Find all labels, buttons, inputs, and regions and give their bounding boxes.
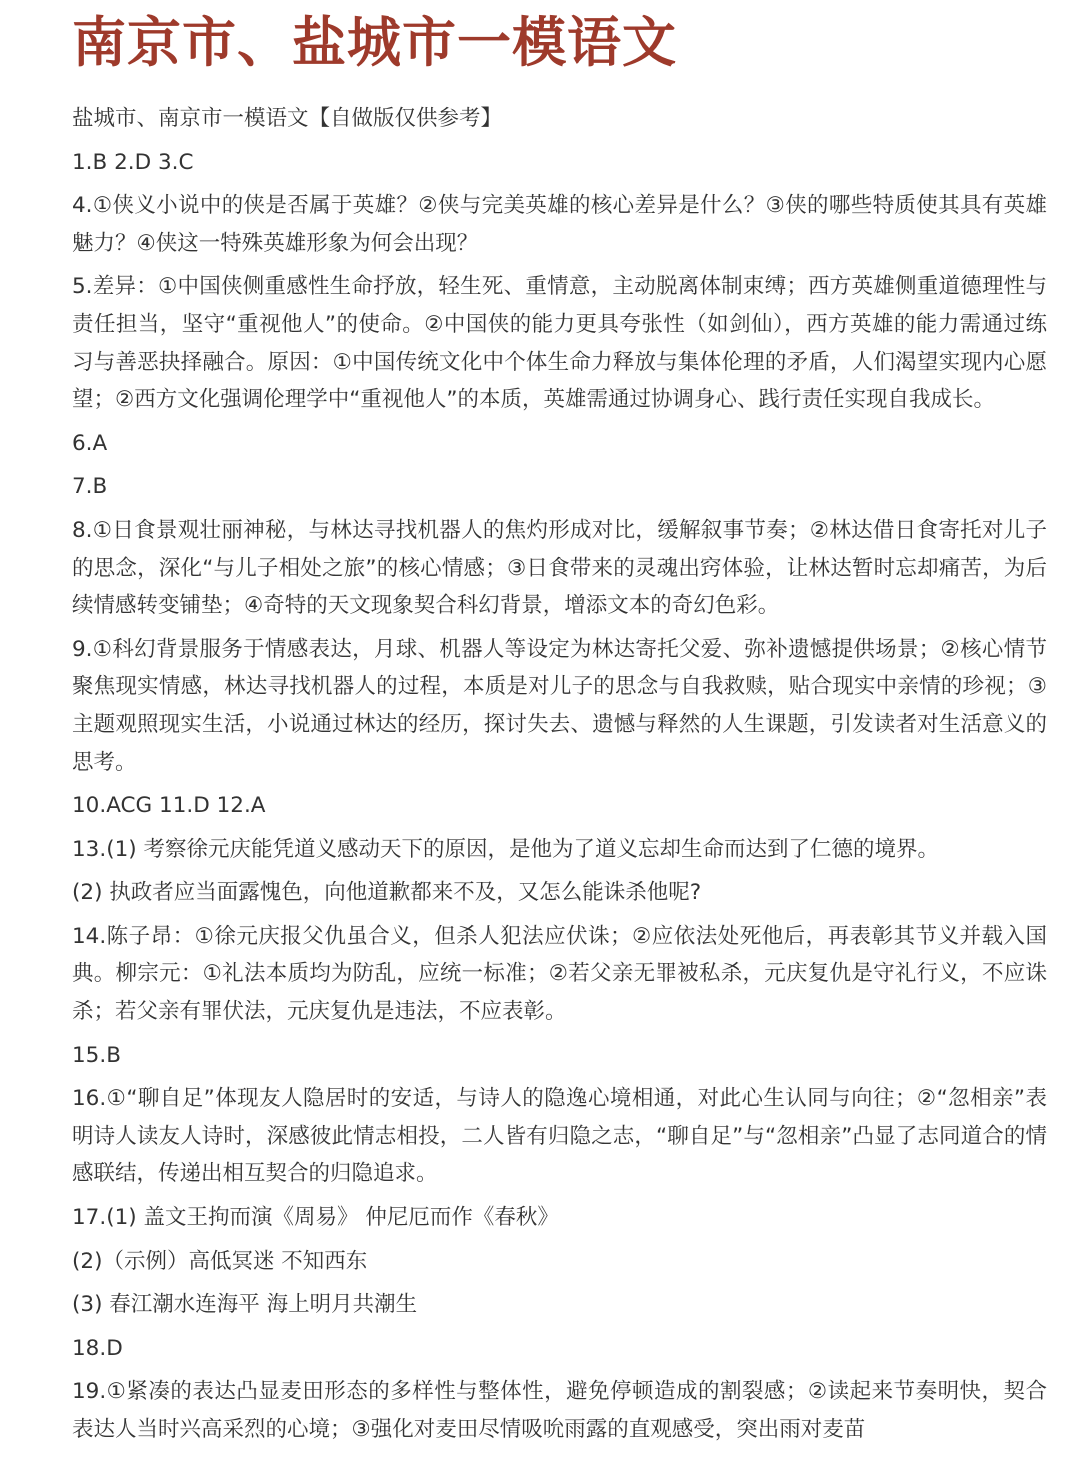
answer-6: 6.A bbox=[72, 430, 108, 456]
answer-16: 16.①“聊自足”体现友人隐居时的安适，与诗人的隐逸心境相通，对此心生认同与向往；②“忽相亲”表明诗人读友人诗时，深感彼此情志相投，二人皆有归隐之志，“聊自足”与“忽相亲”凸显了志同道合的情感联结，传递出相互契合的归隐追求。 bbox=[72, 1086, 1047, 1187]
document-body bbox=[72, 100, 1047, 1455]
answer-10-12: 10.ACG 11.D 12.A bbox=[72, 793, 266, 819]
answer-18: 18.D bbox=[72, 1335, 123, 1361]
answer-9: 9.①科幻背景服务于情感表达，月球、机器人等设定为林达寄托父爱、弥补遗憾提供场景；②核心情节聚焦现实情感，林达寻找机器人的过程，本质是对儿子的思念与自我救赎，贴合现实中亲情的珍视；③主题观照现实生活，小说通过林达的经历，探讨失去、遗憾与释然的人生课题，引发读者对生活意义的思考。 bbox=[72, 636, 1047, 775]
subtitle-line: 盐城市、南京市一模语文【自做版仅供参考】 bbox=[72, 106, 503, 131]
answer-19: 19.①紧凑的表达凸显麦田形态的多样性与整体性，避免停顿造成的割裂感；②读起来节奏明快，契合表达人当时兴高采烈的心境；③强化对麦田尽情吸吮雨露的直观感受，突出雨对麦苗 bbox=[72, 1379, 1047, 1442]
answer-1-3: 1.B 2.D 3.C bbox=[72, 149, 194, 175]
answer-14: 14.陈子昂：①徐元庆报父仇虽合义，但杀人犯法应伏诛；②应依法处死他后，再表彰其节义并载入国典。柳宗元：①礼法本质均为防乱，应统一标准；②若父亲无罪被私杀，元庆复仇是守礼行义，不应诛杀；若父亲有罪伏法，元庆复仇是违法，不应表彰。 bbox=[72, 923, 1047, 1025]
answer-17-2: (2)（示例）高低冥迷 不知西东 bbox=[72, 1248, 368, 1274]
answer-17-1: 17.(1) 盖文王拘而演《周易》 仲尼厄而作《春秋》 bbox=[72, 1205, 559, 1231]
answer-13-1: 13.(1) 考察徐元庆能凭道义感动天下的原因，是他为了道义忘却生命而达到了仁德的境界。 bbox=[72, 836, 939, 862]
document-title: 南京市、盐城市一模语文 bbox=[72, 11, 677, 74]
answer-8: 8.①日食景观壮丽神秘，与林达寻找机器人的焦灼形成对比，缓解叙事节奏；②林达借日食寄托对儿子的思念，深化“与儿子相处之旅”的核心情感；③日食带来的灵魂出窍体验，让林达暂时忘却痛苦，为后续情感转变铺垫；④奇特的天文现象契合科幻背景，增添文本的奇幻色彩。 bbox=[72, 517, 1047, 619]
answer-5: 5.差异：①中国侠侧重感性生命抒放，轻生死、重情意，主动脱离体制束缚；西方英雄侧重道德理性与责任担当，坚守“重视他人”的使命。②中国侠的能力更具夸张性（如剑仙），西方英雄的能力需通过练习与善恶抉择融合。原因：①中国传统文化中个体生命力释放与集体伦理的矛盾，人们渴望实现内心愿望；②西方文化强调伦理学中“重视他人”的本质，英雄需通过协调身心、践行责任实现自我成长。 bbox=[72, 274, 1047, 413]
answer-15: 15.B bbox=[72, 1042, 121, 1068]
answer-17-3: (3) 春江潮水连海平 海上明月共潮生 bbox=[72, 1292, 418, 1318]
answer-7: 7.B bbox=[72, 474, 108, 500]
answer-4: 4.①侠义小说中的侠是否属于英雄？②侠与完美英雄的核心差异是什么？③侠的哪些特质使其具有英雄魅力？④侠这一特殊英雄形象为何会出现？ bbox=[72, 193, 1047, 256]
answer-13-2: (2) 执政者应当面露愧色，向他道歉都来不及，又怎么能诛杀他呢? bbox=[72, 880, 702, 906]
